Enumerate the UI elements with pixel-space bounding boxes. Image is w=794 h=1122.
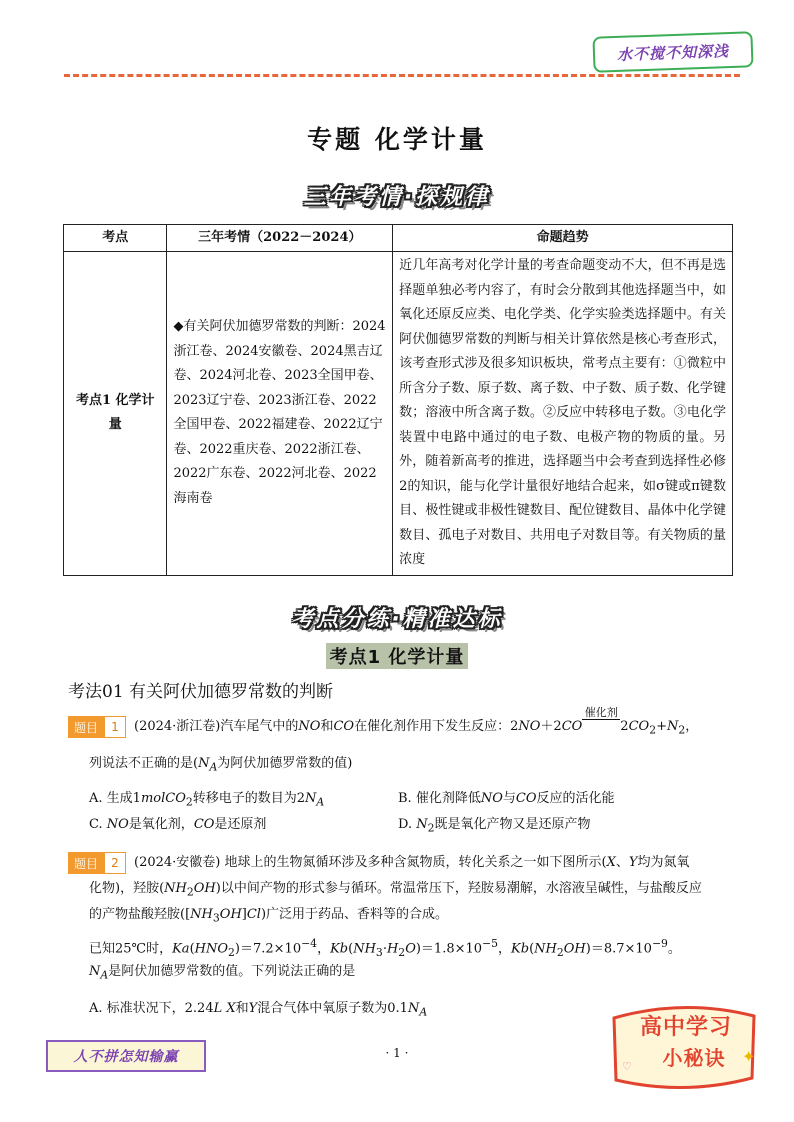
cell-trend: 近几年高考对化学计量的考查命题变动不大，但不再是选择题单独必考内容了，有时会分散到其他选择题当中，如氧化还原反应类、电化学类、化学实验类选择题中。有关阿伏伽德罗常数的判断与相关计算依然是核心考查形式，该考查形式涉及很多知识板块，常考点主要有：①微粒中所含分子数、原子数、离子数、中子数、质子数、化学键数；溶液中所含离子数。②反应中转移电子数。③电化学装置中电路中通过的电子数、电极产物的物质的量。另外，随着新高考的推进，选择题当中会考查到选择性必修2的知识，能与化学计量很好地结合起来，如σ键或π键数目、极性键或非极性键数目、配位键数目、晶体中化学键数目、孤电子对数目、共用电子对数目等。有关物质的量浓度 bbox=[393, 252, 733, 576]
banner-practice: 考点分练·精准达标 bbox=[291, 607, 503, 632]
q1-stem: (2024·浙江卷)汽车尾气中的NO和CO在催化剂作用下发生反应：2NO＋2CO 催化剂 $2CO_2+N_2$， bbox=[134, 705, 699, 737]
catalyst-label: 催化剂 bbox=[582, 707, 620, 720]
q2-line-4: 已知25℃时，$Ka(HNO_2)=7.2\times 10^{-4}$，$Kb(NH_3\cdot H_2O)=1.8\times 10^{-5}$，$Kb(NH_2OH)=8.7\times 10^{-9}$。 bbox=[89, 937, 681, 959]
q2-option-a[interactable]: A. 标准状况下，2.24L X和Y混合气体中氧原子数为$0.1N_A$ bbox=[89, 1001, 428, 1019]
q2-line-3: 的产物盐酸羟胺$([NH_3OH]Cl)$广泛用于药品、香料等的合成。 bbox=[89, 907, 449, 925]
svg-text:✦: ✦ bbox=[742, 1047, 756, 1066]
study-tips-sticker bbox=[604, 1000, 764, 1100]
question-number: 1 bbox=[104, 716, 126, 738]
sticker-line-2: 小秘诀 bbox=[662, 1046, 726, 1070]
method-title: 考法01 有关阿伏加德罗常数的判断 bbox=[68, 682, 334, 702]
sticker-line-1: 高中学习 bbox=[639, 1015, 732, 1040]
section-tag: 考点1 化学计量 bbox=[326, 643, 468, 669]
exam-trend-table bbox=[63, 224, 733, 576]
svg-text:♡: ♡ bbox=[622, 1060, 632, 1073]
header-divider bbox=[64, 74, 740, 77]
header-motto: 水不搅不知深浅 bbox=[592, 31, 753, 73]
q2-line-1: (2024·安徽卷) 地球上的生物氮循环涉及多种含氮物质，转化关系之一如下图所示(X、Y均为氮氧 bbox=[134, 855, 690, 870]
table-header-row bbox=[64, 225, 733, 252]
q1-option-b[interactable]: B. 催化剂降低NO与CO反应的活化能 bbox=[398, 791, 615, 806]
cell-years: ◆有关阿伏加德罗常数的判断：2024浙江卷、2024安徽卷、2024黑吉辽卷、2024河北卷、2023全国甲卷、2023辽宁卷、2023浙江卷、2022全国甲卷、2022福建卷、2022辽宁卷、2022重庆卷、2022浙江卷、2022广东卷、2022河北卷、2022海南卷 bbox=[167, 252, 393, 576]
table-row bbox=[64, 252, 733, 576]
q1-option-c[interactable]: C. NO是氧化剂，CO是还原剂 bbox=[89, 817, 267, 832]
banner-exam-trends: 三年考情·探规律 bbox=[303, 185, 491, 210]
footer-motto: 人不拼怎知输赢 bbox=[46, 1040, 206, 1072]
cell-point: 考点1 化学计量 bbox=[64, 252, 167, 576]
question-number: 2 bbox=[104, 852, 126, 874]
header-years: 三年考情（2022－2024） bbox=[167, 225, 393, 252]
q1-prompt: 列说法不正确的是($N_A$为阿伏加德罗常数的值) bbox=[89, 756, 353, 774]
header-trend: 命题趋势 bbox=[393, 225, 733, 252]
page-number: · 1 · bbox=[385, 1046, 409, 1060]
question-badge-2 bbox=[68, 852, 126, 874]
question-label: 题目 bbox=[68, 852, 104, 874]
page-title: 专题 化学计量 bbox=[307, 125, 487, 154]
q2-line-5: $N_A$是阿伏加德罗常数的值。下列说法正确的是 bbox=[89, 964, 356, 982]
q1-option-d[interactable]: D. $N_2$既是氧化产物又是还原产物 bbox=[398, 817, 591, 835]
q2-line-2: 化物)，羟胺$(NH_2OH)$以中间产物的形式参与循环。常温常压下，羟胺易潮解，水溶液呈碱性，与盐酸反应 bbox=[89, 881, 702, 899]
q1-option-a[interactable]: A. 生成1molCO$_2$转移电子的数目为$2N_A$ bbox=[89, 791, 325, 809]
question-badge-1 bbox=[68, 716, 126, 738]
question-label: 题目 bbox=[68, 716, 104, 738]
header-point: 考点 bbox=[64, 225, 167, 252]
